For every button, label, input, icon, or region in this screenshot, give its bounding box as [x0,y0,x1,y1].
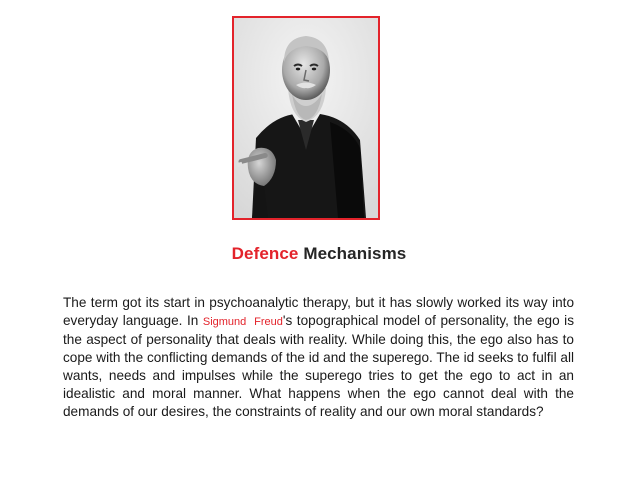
portrait-photo [234,18,378,218]
title-defence: Defence [231,244,299,263]
freud-name: Sigmund Freud [202,316,283,328]
portrait-frame [232,16,380,220]
body-text-before: The term got its start in psychoanalytic therapy, but it has slowly worked its way into everyday language. In [63,295,574,328]
title-mechanisms: Mechanisms [303,244,407,263]
body-paragraph [63,294,574,421]
slide-title [0,244,638,264]
body-text-after: 's topographical model of personality, the ego is the aspect of personality that deals with reality. While doing this, the ego also has to cope with the conflicting demands of the id and the superego. The id seeks to fulfil all wants, needs and impulses while the superego tries to get the ego to act in an idealistic and moral manner. What happens when the ego cannot deal with the demands of our desires, the constraints of reality and our own moral standards? [63,313,574,419]
